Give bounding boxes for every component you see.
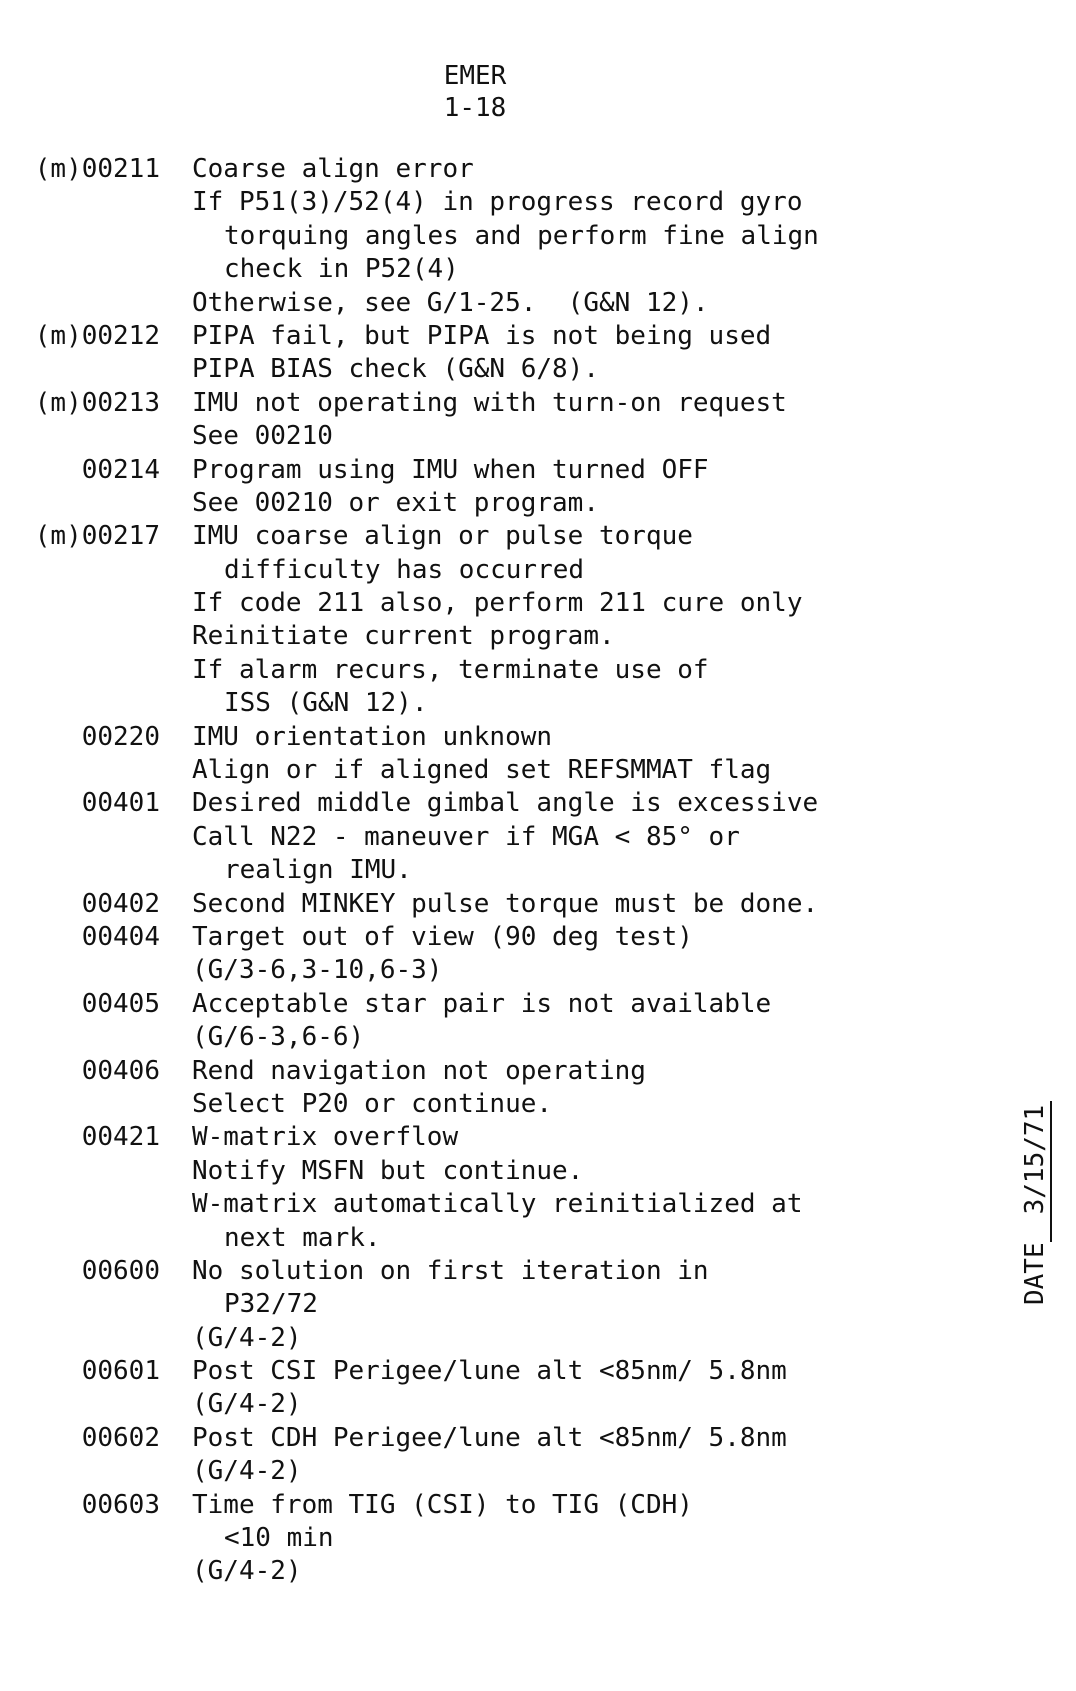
page-header	[420, 60, 530, 124]
alarm-entry	[0, 1489, 900, 1589]
alarm-line	[0, 487, 900, 520]
alarm-code: 00406	[81, 1055, 160, 1086]
alarm-entry	[0, 1055, 900, 1122]
alarm-code: 00601	[81, 1356, 160, 1387]
alarm-line	[0, 153, 900, 186]
alarm-description: next mark.	[224, 1222, 381, 1253]
alarm-line	[0, 353, 900, 386]
alarm-description: Select P20 or continue.	[192, 1088, 553, 1119]
alarm-description: difficulty has occurred	[224, 554, 585, 585]
alarm-line	[0, 1355, 900, 1388]
alarm-line	[0, 854, 900, 887]
alarm-code: (m)00211	[34, 154, 160, 184]
alarm-description: Notify MSFN but continue.	[192, 1155, 584, 1186]
alarm-entry	[0, 1422, 900, 1489]
alarm-code: 00214	[81, 454, 160, 485]
alarm-code: 00402	[81, 888, 160, 919]
alarm-description: If code 211 also, perform 211 cure only	[192, 588, 803, 619]
alarm-code: 00600	[81, 1255, 160, 1286]
alarm-line	[0, 1455, 900, 1488]
alarm-line	[0, 387, 900, 420]
alarm-line	[0, 1522, 900, 1555]
alarm-line	[0, 287, 900, 320]
alarm-entry	[0, 1255, 900, 1355]
alarm-description: IMU coarse align or pulse torque	[192, 521, 693, 552]
alarm-line	[0, 1422, 900, 1455]
date-stamp	[1020, 1101, 1052, 1305]
alarm-description: ISS (G&N 12).	[224, 688, 428, 719]
alarm-code: (m)00212	[34, 320, 160, 351]
alarm-code: 00602	[81, 1422, 160, 1453]
alarm-entry	[0, 1355, 900, 1422]
alarm-description: (G/6-3,6-6)	[192, 1022, 365, 1053]
alarm-line	[0, 253, 900, 286]
alarm-description: PIPA fail, but PIPA is not being used	[192, 320, 772, 351]
alarm-code-list	[0, 153, 900, 1589]
alarm-entry	[0, 520, 900, 720]
alarm-description: <10 min	[224, 1523, 334, 1554]
alarm-description: (G/4-2)	[192, 1456, 302, 1487]
alarm-description: W-matrix automatically reinitialized at	[192, 1189, 803, 1220]
alarm-description: torquing angles and perform fine align	[224, 220, 819, 251]
alarm-line	[0, 620, 900, 653]
alarm-description: P32/72	[224, 1289, 318, 1320]
alarm-line	[0, 220, 900, 253]
alarm-line	[0, 654, 900, 687]
alarm-line	[0, 1322, 900, 1355]
alarm-description: If alarm recurs, terminate use of	[192, 654, 709, 685]
alarm-code: (m)00213	[34, 387, 160, 418]
date-value: 3/15/71	[1020, 1101, 1052, 1243]
alarm-entry	[0, 153, 900, 320]
alarm-line	[0, 721, 900, 754]
alarm-line	[0, 320, 900, 353]
alarm-description: Rend navigation not operating	[192, 1055, 646, 1086]
alarm-line	[0, 1288, 900, 1321]
alarm-line	[0, 1555, 900, 1588]
alarm-line	[0, 888, 900, 921]
alarm-description: Second MINKEY pulse torque must be done.	[192, 888, 819, 919]
alarm-description: (G/3-6,3-10,6-3)	[192, 955, 443, 986]
alarm-line	[0, 754, 900, 787]
alarm-entry	[0, 320, 900, 387]
alarm-line	[0, 921, 900, 954]
alarm-line	[0, 787, 900, 820]
alarm-line	[0, 1222, 900, 1255]
alarm-description: Otherwise, see G/1-25. (G&N 12).	[192, 287, 709, 318]
alarm-description: Desired middle gimbal angle is excessive	[192, 788, 819, 819]
alarm-line	[0, 1021, 900, 1054]
alarm-line	[0, 988, 900, 1021]
alarm-description: PIPA BIAS check (G&N 6/8).	[192, 354, 599, 385]
alarm-entry	[0, 387, 900, 454]
alarm-description: Coarse align error	[192, 154, 474, 184]
alarm-line	[0, 587, 900, 620]
alarm-entry	[0, 888, 900, 921]
alarm-description: Align or if aligned set REFSMMAT flag	[192, 755, 772, 786]
page-number: 1-18	[443, 93, 507, 123]
alarm-line	[0, 1055, 900, 1088]
alarm-description: Call N22 - maneuver if MGA < 85° or	[192, 821, 740, 852]
alarm-description: (G/4-2)	[192, 1556, 302, 1587]
alarm-code: 00603	[81, 1489, 160, 1520]
alarm-description: Acceptable star pair is not available	[192, 988, 772, 1019]
alarm-code: (m)00217	[34, 521, 160, 552]
alarm-line	[0, 554, 900, 587]
alarm-description: (G/4-2)	[192, 1322, 302, 1353]
alarm-entry	[0, 721, 900, 788]
alarm-description: check in P52(4)	[224, 254, 459, 285]
alarm-description: Post CSI Perigee/lune alt <85nm/ 5.8nm	[192, 1356, 787, 1387]
section-title: EMER	[443, 61, 507, 91]
alarm-line	[0, 1489, 900, 1522]
alarm-description: Time from TIG (CSI) to TIG (CDH)	[192, 1489, 693, 1520]
alarm-entry	[0, 787, 900, 887]
alarm-entry	[0, 988, 900, 1055]
alarm-description: IMU orientation unknown	[192, 721, 553, 752]
alarm-code: 00220	[81, 721, 160, 752]
alarm-code: 00421	[81, 1122, 160, 1153]
alarm-description: Program using IMU when turned OFF	[192, 454, 709, 485]
alarm-code: 00405	[81, 988, 160, 1019]
alarm-description: See 00210	[192, 421, 333, 452]
alarm-line	[0, 821, 900, 854]
alarm-line	[0, 1121, 900, 1154]
alarm-line	[0, 186, 900, 219]
alarm-description: Post CDH Perigee/lune alt <85nm/ 5.8nm	[192, 1422, 787, 1453]
alarm-description: Target out of view (90 deg test)	[192, 921, 693, 952]
date-label: DATE	[1020, 1242, 1050, 1305]
alarm-description: If P51(3)/52(4) in progress record gyro	[192, 187, 803, 218]
alarm-line	[0, 454, 900, 487]
alarm-entry	[0, 1121, 900, 1255]
alarm-line	[0, 1255, 900, 1288]
alarm-description: W-matrix overflow	[192, 1122, 459, 1153]
alarm-line	[0, 1188, 900, 1221]
alarm-line	[0, 1388, 900, 1421]
alarm-line	[0, 687, 900, 720]
alarm-description: IMU not operating with turn-on request	[192, 387, 787, 418]
alarm-description: No solution on first iteration in	[192, 1255, 709, 1286]
alarm-code: 00401	[81, 788, 160, 819]
alarm-description: See 00210 or exit program.	[192, 487, 599, 518]
alarm-description: (G/4-2)	[192, 1389, 302, 1420]
alarm-line	[0, 1088, 900, 1121]
alarm-entry	[0, 454, 900, 521]
alarm-line	[0, 420, 900, 453]
alarm-line	[0, 1155, 900, 1188]
alarm-description: realign IMU.	[224, 855, 412, 886]
alarm-line	[0, 520, 900, 553]
alarm-entry	[0, 921, 900, 988]
alarm-code: 00404	[81, 921, 160, 952]
alarm-description: Reinitiate current program.	[192, 621, 615, 652]
alarm-line	[0, 954, 900, 987]
